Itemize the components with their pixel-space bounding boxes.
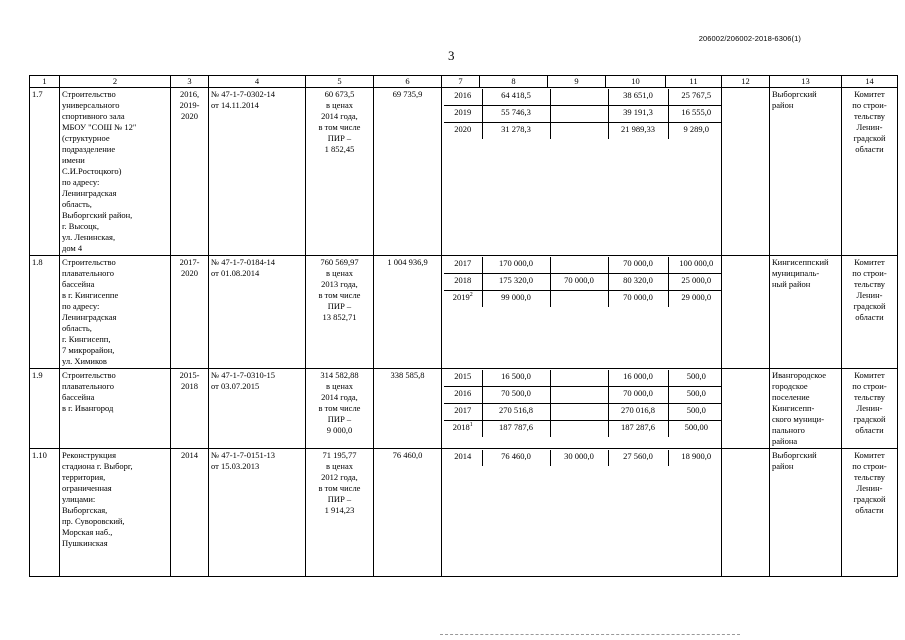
row-number: 1.8 xyxy=(30,256,60,369)
year-value: 2017 xyxy=(454,258,472,268)
year-value: 2016 xyxy=(454,388,472,398)
page-number: 3 xyxy=(448,48,455,63)
financing-year-row xyxy=(444,274,722,291)
amount-total: 55 746,3 xyxy=(482,106,550,123)
table-row xyxy=(30,256,898,369)
financing-year xyxy=(444,370,482,387)
table-row xyxy=(30,88,898,256)
construction-years: 2014 xyxy=(171,449,209,577)
column-header-14: 14 xyxy=(842,76,898,88)
amount-total: 76 460,0 xyxy=(482,450,550,466)
state-customer: Комитет по строи- тельству Ленин- градской области xyxy=(842,88,898,256)
amount-total: 170 000,0 xyxy=(482,257,550,274)
financing-year xyxy=(444,421,482,438)
amount-federal xyxy=(550,106,608,123)
financing-year xyxy=(444,450,482,466)
amount-regional: 21 989,33 xyxy=(608,123,668,140)
column-header-13: 13 xyxy=(770,76,842,88)
amount-local: 9 289,0 xyxy=(668,123,722,140)
amount-total: 64 418,5 xyxy=(482,89,550,106)
object-name: Строительство плавательного бассейна в г. Ивангород xyxy=(60,369,171,449)
financing-year-row xyxy=(444,421,722,438)
amount-total: 16 500,0 xyxy=(482,370,550,387)
object-name: Строительство плавательного бассейна в г. Кингисеппе по адресу: Ленинградская область, г. Кингисепп, 7 микрорайон, ул. Химиков xyxy=(60,256,171,369)
expertise-conclusion: № 47-1-7-0310-15 от 03.07.2015 xyxy=(209,369,306,449)
row-number: 1.7 xyxy=(30,88,60,256)
column-header-8: 8 xyxy=(480,76,548,88)
financing-year xyxy=(444,404,482,421)
amount-federal xyxy=(550,291,608,308)
total-cost: 69 735,9 xyxy=(374,88,442,256)
column-header-6: 6 xyxy=(374,76,442,88)
estimated-cost: 314 582,88 в ценах 2014 года, в том числе ПИР – 9 000,0 xyxy=(306,369,374,449)
object-name: Строительство универсального спортивного зала МБОУ "СОШ № 12" (структурное подразделение имени С.И.Ростоцкого) по адресу: Ленинградская область, Выборгский район, г. Высоцк, ул. Ленинская, дом 4 xyxy=(60,88,171,256)
object-name: Реконструкция стадиона г. Выборг, территория, ограниченная улицами: Выборгская, пр. Суворовский, Морская наб., Пушкинская xyxy=(60,449,171,577)
column-header-12: 12 xyxy=(722,76,770,88)
amount-federal xyxy=(550,387,608,404)
amount-regional: 39 191,3 xyxy=(608,106,668,123)
year-value: 2014 xyxy=(454,451,472,461)
amount-local: 25 000,0 xyxy=(668,274,722,291)
scan-artifact xyxy=(440,634,740,638)
column-12-value xyxy=(722,88,770,256)
construction-years: 2017- 2020 xyxy=(171,256,209,369)
expertise-conclusion: № 47-1-7-0151-13 от 15.03.2013 xyxy=(209,449,306,577)
financing-year xyxy=(444,106,482,123)
column-header-4: 4 xyxy=(209,76,306,88)
amount-regional: 70 000,0 xyxy=(608,387,668,404)
amount-local: 500,00 xyxy=(668,421,722,438)
expertise-conclusion: № 47-1-7-0184-14 от 01.08.2014 xyxy=(209,256,306,369)
financing-by-year xyxy=(442,449,722,577)
financing-year-row xyxy=(444,404,722,421)
footnote-marker: 2 xyxy=(469,292,473,299)
column-12-value xyxy=(722,449,770,577)
amount-regional: 70 000,0 xyxy=(608,291,668,308)
column-12-value xyxy=(722,256,770,369)
amount-regional: 270 016,8 xyxy=(608,404,668,421)
column-header-7: 7 xyxy=(442,76,480,88)
construction-years: 2015- 2018 xyxy=(171,369,209,449)
financing-year-row xyxy=(444,257,722,274)
amount-total: 99 000,0 xyxy=(482,291,550,308)
amount-total: 175 320,0 xyxy=(482,274,550,291)
year-value: 2019 xyxy=(452,292,470,302)
column-header-11: 11 xyxy=(666,76,722,88)
amount-regional: 70 000,0 xyxy=(608,257,668,274)
financing-year-row xyxy=(444,123,722,140)
amount-regional: 187 287,6 xyxy=(608,421,668,438)
total-cost: 1 004 936,9 xyxy=(374,256,442,369)
amount-total: 187 787,6 xyxy=(482,421,550,438)
amount-regional: 16 000,0 xyxy=(608,370,668,387)
amount-local: 25 767,5 xyxy=(668,89,722,106)
financing-year xyxy=(444,387,482,404)
table-row xyxy=(30,369,898,449)
column-header-3: 3 xyxy=(171,76,209,88)
financing-by-year xyxy=(442,369,722,449)
row-number: 1.9 xyxy=(30,369,60,449)
total-cost: 76 460,0 xyxy=(374,449,442,577)
footnote-marker: 1 xyxy=(469,422,473,429)
financing-year xyxy=(444,89,482,106)
amount-federal xyxy=(550,404,608,421)
year-value: 2019 xyxy=(454,107,472,117)
amount-local: 500,0 xyxy=(668,404,722,421)
amount-regional: 80 320,0 xyxy=(608,274,668,291)
amount-federal: 30 000,0 xyxy=(550,450,608,466)
amount-local: 29 000,0 xyxy=(668,291,722,308)
column-header-2: 2 xyxy=(60,76,171,88)
header-row xyxy=(30,76,898,88)
estimated-cost: 760 569,97 в ценах 2013 года, в том числе ПИР – 13 852,71 xyxy=(306,256,374,369)
financing-by-year xyxy=(442,256,722,369)
amount-federal xyxy=(550,257,608,274)
amount-local: 500,0 xyxy=(668,387,722,404)
amount-local: 16 555,0 xyxy=(668,106,722,123)
total-cost: 338 585,8 xyxy=(374,369,442,449)
financing-by-year xyxy=(442,88,722,256)
row-number: 1.10 xyxy=(30,449,60,577)
financing-year xyxy=(444,291,482,308)
state-customer: Комитет по строи- тельству Ленин- градской области xyxy=(842,449,898,577)
amount-regional: 38 651,0 xyxy=(608,89,668,106)
amount-total: 31 278,3 xyxy=(482,123,550,140)
column-12-value xyxy=(722,369,770,449)
document-id: 206002/206002-2018-6306(1) xyxy=(698,34,801,43)
amount-local: 100 000,0 xyxy=(668,257,722,274)
investment-table xyxy=(29,75,898,577)
amount-federal: 70 000,0 xyxy=(550,274,608,291)
year-value: 2018 xyxy=(454,275,472,285)
amount-federal xyxy=(550,421,608,438)
state-customer: Комитет по строи- тельству Ленин- градской области xyxy=(842,369,898,449)
column-header-10: 10 xyxy=(606,76,666,88)
year-value: 2018 xyxy=(452,422,470,432)
financing-year-row xyxy=(444,370,722,387)
municipality: Кингисеппский муниципаль- ный район xyxy=(770,256,842,369)
financing-year-row xyxy=(444,450,722,466)
amount-total: 70 500,0 xyxy=(482,387,550,404)
year-value: 2016 xyxy=(454,90,472,100)
municipality: Ивангородское городское поселение Кингисепп- ского муници- пального района xyxy=(770,369,842,449)
year-value: 2017 xyxy=(454,405,472,415)
financing-year-row xyxy=(444,291,722,308)
financing-year xyxy=(444,257,482,274)
estimated-cost: 60 673,5 в ценах 2014 года, в том числе ПИР – 1 852,45 xyxy=(306,88,374,256)
financing-year-row xyxy=(444,89,722,106)
state-customer: Комитет по строи- тельству Ленин- градской области xyxy=(842,256,898,369)
column-header-5: 5 xyxy=(306,76,374,88)
amount-local: 18 900,0 xyxy=(668,450,722,466)
amount-local: 500,0 xyxy=(668,370,722,387)
column-header-9: 9 xyxy=(548,76,606,88)
financing-year xyxy=(444,274,482,291)
table-row xyxy=(30,449,898,577)
amount-federal xyxy=(550,370,608,387)
construction-years: 2016, 2019- 2020 xyxy=(171,88,209,256)
amount-federal xyxy=(550,89,608,106)
amount-federal xyxy=(550,123,608,140)
year-value: 2015 xyxy=(454,371,472,381)
municipality: Выборгский район xyxy=(770,88,842,256)
column-header-1: 1 xyxy=(30,76,60,88)
financing-year-row xyxy=(444,387,722,404)
amount-regional: 27 560,0 xyxy=(608,450,668,466)
financing-year-row xyxy=(444,106,722,123)
financing-year xyxy=(444,123,482,140)
amount-total: 270 516,8 xyxy=(482,404,550,421)
estimated-cost: 71 195,77 в ценах 2012 года, в том числе ПИР – 1 914,23 xyxy=(306,449,374,577)
expertise-conclusion: № 47-1-7-0302-14 от 14.11.2014 xyxy=(209,88,306,256)
year-value: 2020 xyxy=(454,124,472,134)
municipality: Выборгский район xyxy=(770,449,842,577)
